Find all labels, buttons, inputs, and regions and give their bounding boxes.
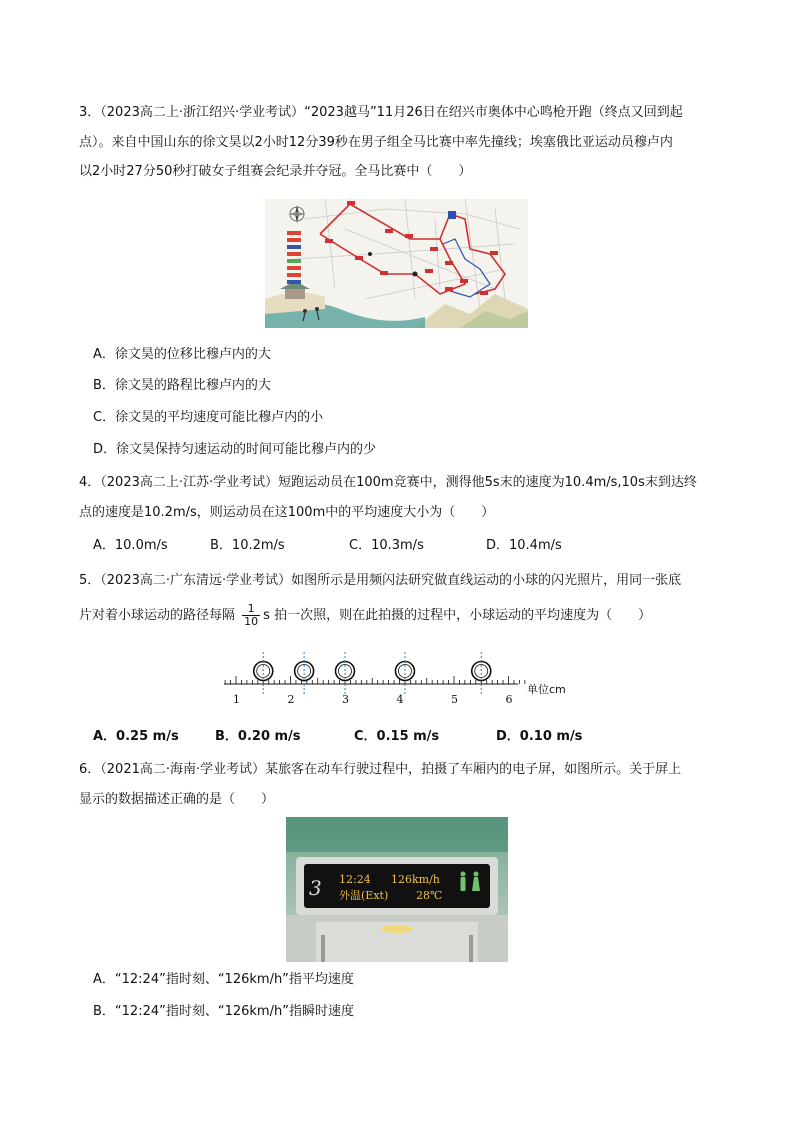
q4-option-d[interactable]: D．10.4m/s	[486, 538, 562, 553]
ruler-labels	[233, 693, 513, 706]
fraction-denominator: 10	[244, 615, 259, 628]
ruler-label: 4	[396, 693, 404, 706]
q4-line2: 点的速度是10.2m/s，则运动员在这100m中的平均速度大小为（ ）	[79, 505, 495, 520]
marathon-route-map	[265, 199, 528, 328]
ruler-unit-label: 单位cm	[527, 683, 566, 696]
q4-option-b[interactable]: B．10.2m/s	[210, 538, 285, 553]
q6-line1: 6．（2021高二·海南·学业考试）某旅客在动车行驶过程中，拍摄了车厢内的电子屏，如图所示。关于屏上	[79, 762, 682, 777]
q3-line1: 3．（2023高二上·浙江绍兴·学业考试）“2023越马”11月26日在绍兴市奥体中心鸣枪开跑（终点又回到起	[79, 105, 683, 120]
ruler-label: 5	[451, 693, 458, 706]
train-display-photo	[286, 817, 508, 962]
q5-line2-end: 拍一次照，则在此拍摄的过程中，小球运动的平均速度为（ ）	[274, 608, 652, 623]
ruler-label: 2	[287, 693, 295, 706]
fraction-numerator: 1	[242, 603, 260, 616]
train-display-graphic	[286, 817, 508, 962]
q5-option-d[interactable]: D．0.10 m/s	[496, 729, 583, 744]
q5-option-a[interactable]: A．0.25 m/s	[93, 729, 179, 744]
q5-line2	[79, 603, 651, 628]
q5-line1: 5．（2023高二·广东清远·学业考试）如图所示是用频闪法研究做直线运动的小球的闪光照片，用同一张底	[79, 573, 682, 588]
ruler-label: 1	[233, 693, 240, 706]
display-temp-label: 外温(Ext)	[339, 889, 389, 902]
ruler-balls	[254, 652, 491, 694]
marathon-map-graphic	[265, 199, 528, 328]
q3-option-b[interactable]: B．徐文昊的路程比穆卢内的大	[93, 378, 271, 393]
q3-option-d[interactable]: D．徐文昊保持匀速运动的时间可能比穆卢内的少	[93, 442, 377, 457]
q6-line2: 显示的数据描述正确的是（ ）	[79, 792, 275, 807]
q3-option-c[interactable]: C．徐文昊的平均速度可能比穆卢内的小	[93, 410, 324, 425]
ruler-label: 3	[342, 693, 349, 706]
q5-line2-start: 片对着小球运动的路径每隔	[79, 608, 236, 623]
q5-option-b[interactable]: B．0.20 m/s	[215, 729, 301, 744]
q4-option-a[interactable]: A．10.0m/s	[93, 538, 168, 553]
q3-line3: 以2小时27分50秒打破女子组赛会纪录并夺冠。全马比赛中（ ）	[79, 164, 472, 179]
q4-option-c[interactable]: C．10.3m/s	[349, 538, 424, 553]
q3-option-a[interactable]: A．徐文昊的位移比穆卢内的大	[93, 347, 271, 362]
fraction-unit: s	[263, 608, 270, 623]
time-interval-fraction	[242, 603, 260, 628]
car-number: 3	[309, 876, 322, 900]
q3-line2: 点）。来自中国山东的徐文昊以2小时12分39秒在男子组全马比赛中率先撞线；埃塞俄比亚运动员穆卢内	[79, 135, 673, 150]
q6-option-b[interactable]: B．“12:24”指时刻、“126km/h”指瞬时速度	[93, 1004, 354, 1019]
display-temp: 28℃	[416, 889, 443, 902]
q5-option-c[interactable]: C．0.15 m/s	[354, 729, 440, 744]
q6-option-a[interactable]: A．“12:24”指时刻、“126km/h”指平均速度	[93, 972, 354, 987]
strobe-ruler-figure	[222, 652, 592, 712]
q4-line1: 4．（2023高二上·江苏·学业考试）短跑运动员在100m竞赛中，测得他5s末的速度为10.4m/s,10s末到达终	[79, 475, 697, 490]
display-time: 12:24	[339, 873, 371, 886]
ruler-label: 6	[505, 693, 513, 706]
display-speed: 126km/h	[391, 873, 440, 886]
